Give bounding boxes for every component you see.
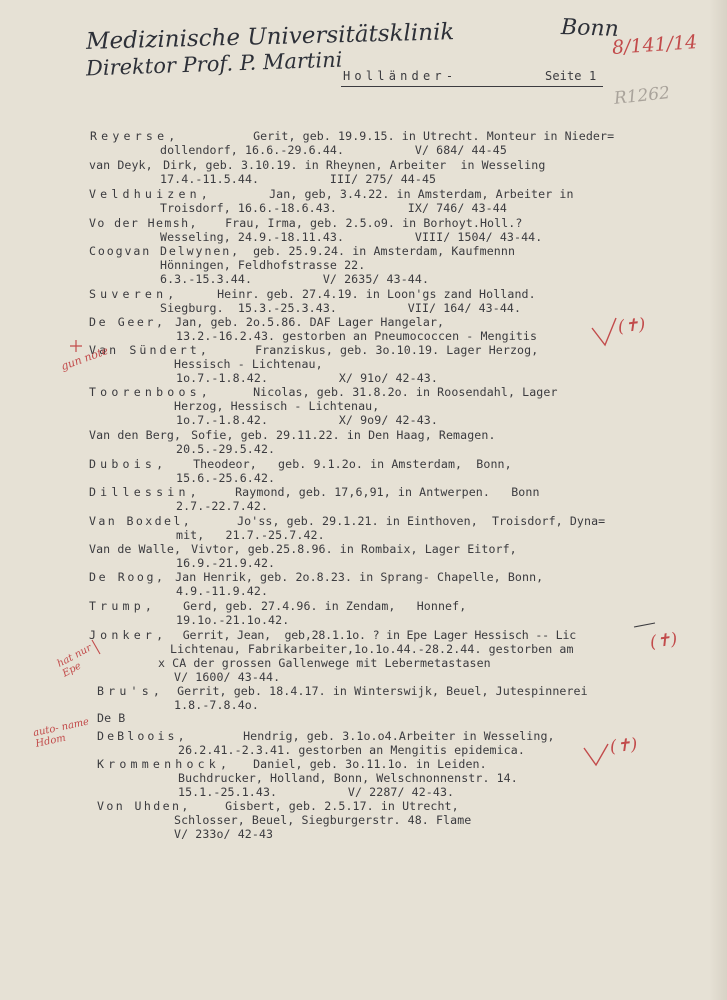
entry-details: geb. 25.9.24. in Amsterdam, Kaufmennn [246, 244, 516, 258]
entry-details: Jan, geb, 3.4.22. in Amsterdam, Arbeiter in [262, 187, 574, 201]
clinic-city: Bonn [560, 15, 620, 43]
entry-dates: 1o.7.-1.8.42. X/ 91o/ 42-43. [176, 371, 438, 385]
entry-dates: 1.8.-7.8.4o. [174, 698, 259, 712]
deceased-mark-jonker: (✝) [648, 629, 679, 653]
entry-cause-of-death: x CA der grossen Gallenwege mit Lebermetastasen [158, 656, 491, 670]
deceased-mark-bloois: (✝) [608, 734, 639, 758]
entry-surname: Van de Walle, [89, 542, 182, 556]
clinic-heading: Medizinische Universitätsklinik [85, 19, 455, 55]
entry-surname: Coogvan Delwynen, [89, 244, 240, 258]
entry-surname: De B [97, 711, 126, 725]
entry-details: Gerit, geb. 19.9.15. in Utrecht. Monteur in Nieder= [246, 129, 615, 143]
red-arrow-jonker [92, 640, 100, 654]
entry-dates: 17.4.-11.5.44. III/ 275/ 44-45 [160, 172, 437, 186]
entry-details: Gerd, geb. 27.4.96. in Zendam, Honnef, [176, 599, 467, 613]
entry-details: Gerrit, geb. 18.4.17. in Winterswijk, Beuel, Jutespinnerei [170, 684, 588, 698]
page-label: Seite 1 [545, 69, 597, 83]
entry-details: Vivtor, geb.25.8.96. in Rombaix, Lager Eitorf, [184, 542, 517, 556]
entry-surname: Dubois, [89, 457, 168, 471]
entry-dates: mit, 21.7.-25.7.42. [176, 528, 325, 542]
entry-dates: Siegburg. 15.3.-25.3.43. VII/ 164/ 43-44. [160, 301, 522, 315]
entry-details: Daniel, geb. 3o.11.1o. in Leiden. [246, 757, 487, 771]
entry-details: Nicolas, geb. 31.8.2o. in Roosendahl, Lager [246, 385, 558, 399]
list-title: Holländer- [343, 69, 458, 83]
entry-details: Jan, geb. 2o.5.86. DAF Lager Hangelar, [168, 315, 445, 329]
margin-note-epe: hat nur Epe [55, 642, 94, 680]
entry-details: Frau, Irma, geb. 2.5.o9. in Borhoyt.Holl.? [218, 216, 523, 230]
entry-dates: 13.2.-16.2.43. gestorben an Pneumococcen - Mengitis [176, 329, 538, 343]
entry-dates: 4.9.-11.9.42. [176, 584, 269, 598]
entry-dates: 16.9.-21.9.42. [176, 556, 276, 570]
entry-dates: 19.1o.-21.1o.42. [176, 613, 290, 627]
entry-details: Theodeor, geb. 9.1.2o. in Amsterdam, Bonn, [186, 457, 512, 471]
entry-address: Buchdrucker, Holland, Bonn, Welschnonnenstr. 14. [178, 771, 518, 785]
entry-dates: 1o.7.-1.8.42. X/ 9o9/ 42-43. [176, 413, 438, 427]
entry-surname: Bru's, [97, 684, 165, 698]
entry-surname: Van Sündert, [89, 343, 210, 357]
entry-details: Jan Henrik, geb. 2o.8.23. in Sprang- Chapelle, Bonn, [168, 570, 544, 584]
ink-strike-jonker [634, 623, 655, 627]
entry-surname: Van Boxdel, [89, 514, 193, 528]
entry-surname: Dillessin, [89, 485, 201, 499]
entry-surname: Toorenboos, [89, 385, 212, 399]
archive-reference: 8/141/14 [611, 31, 698, 59]
entry-details: Franziskus, geb. 3o.10.19. Lager Herzog, [248, 343, 539, 357]
deceased-mark-geer: (✝) [616, 314, 647, 338]
entry-dates: dollendorf, 16.6.-29.6.44. V/ 684/ 44-45 [160, 143, 507, 157]
margin-note-gun: gun note [59, 343, 111, 374]
entry-dates: 26.2.41.-2.3.41. gestorben an Mengitis epidemica. [178, 743, 525, 757]
entry-dates: 20.5.-29.5.42. [176, 442, 276, 456]
entry-dates: Wesseling, 24.9.-18.11.43. VIII/ 1504/ 43-44. [160, 230, 543, 244]
entry-surname: De Roog, [89, 570, 166, 584]
red-tick-bloois [584, 744, 608, 765]
entry-surname: Jonker, [89, 628, 168, 642]
entry-details: Hendrig, geb. 3.1o.o4.Arbeiter in Wesseling, [236, 729, 555, 743]
entry-dates: 2.7.-22.7.42. [176, 499, 269, 513]
entry-details: Gisbert, geb. 2.5.17. in Utrecht, [218, 799, 459, 813]
entry-details: Sofie, geb. 29.11.22. in Den Haag, Remagen. [184, 428, 496, 442]
entry-address: Hessisch - Lichtenau, [174, 357, 323, 371]
entry-details: Dirk, geb. 3.10.19. in Rheynen, Arbeiter in Wesseling [156, 158, 546, 172]
entry-surname: Veldhuizen, [89, 187, 212, 201]
entry-surname: van Deyk, [89, 158, 153, 172]
entry-surname: DeBloois, [97, 729, 188, 743]
entry-surname: De Geer, [89, 315, 166, 329]
entry-address: Hönningen, Feldhofstrasse 22. [160, 258, 366, 272]
entry-dates: Troisdorf, 16.6.-18.6.43. IX/ 746/ 43-44 [160, 201, 507, 215]
red-cross-suendert [70, 340, 82, 352]
entry-surname: Krommenhock, [97, 757, 232, 771]
entry-surname: Trump, [89, 599, 157, 613]
entry-address: Schlosser, Beuel, Siegburgerstr. 48. Flame [174, 813, 472, 827]
entry-details: Raymond, geb. 17,6,91, in Antwerpen. Bonn [228, 485, 540, 499]
entry-details: Gerrit, Jean, geb,28.1.1o. ? in Epe Lager Hessisch -- Lic [176, 628, 577, 642]
entry-dates: 6.3.-15.3.44. V/ 2635/ 43-44. [160, 272, 430, 286]
entry-details: Jo'ss, geb. 29.1.21. in Einthoven, Troisdorf, Dyna= [230, 514, 606, 528]
entry-dates: 15.1.-25.1.43. V/ 2287/ 42-43. [178, 785, 455, 799]
entry-employment: Lichtenau, Fabrikarbeiter,1o.1o.44.-28.2.44. gestorben am [170, 642, 574, 656]
entry-details: Heinr. geb. 27.4.19. in Loon'gs zand Holland. [210, 287, 536, 301]
red-tick-geer [592, 318, 616, 345]
margin-note-side: auto- name Hdom [32, 716, 91, 750]
entry-address: Herzog, Hessisch - Lichtenau, [174, 399, 380, 413]
entry-surname: Reyerse, [90, 129, 180, 143]
entry-surname: Suveren, [89, 287, 179, 301]
director-heading: Direktor Prof. P. Martini [85, 47, 343, 81]
entry-surname: Von Uhden, [97, 799, 191, 813]
entry-reference: V/ 233o/ 42-43 [174, 827, 274, 841]
entry-dates: 15.6.-25.6.42. [176, 471, 276, 485]
entry-surname: Van den Berg, [89, 428, 182, 442]
archive-reference-pencil: R1262 [613, 83, 671, 109]
entry-reference: V/ 1600/ 43-44. [174, 670, 281, 684]
entry-surname: Vo der Hemsh, [89, 216, 198, 230]
